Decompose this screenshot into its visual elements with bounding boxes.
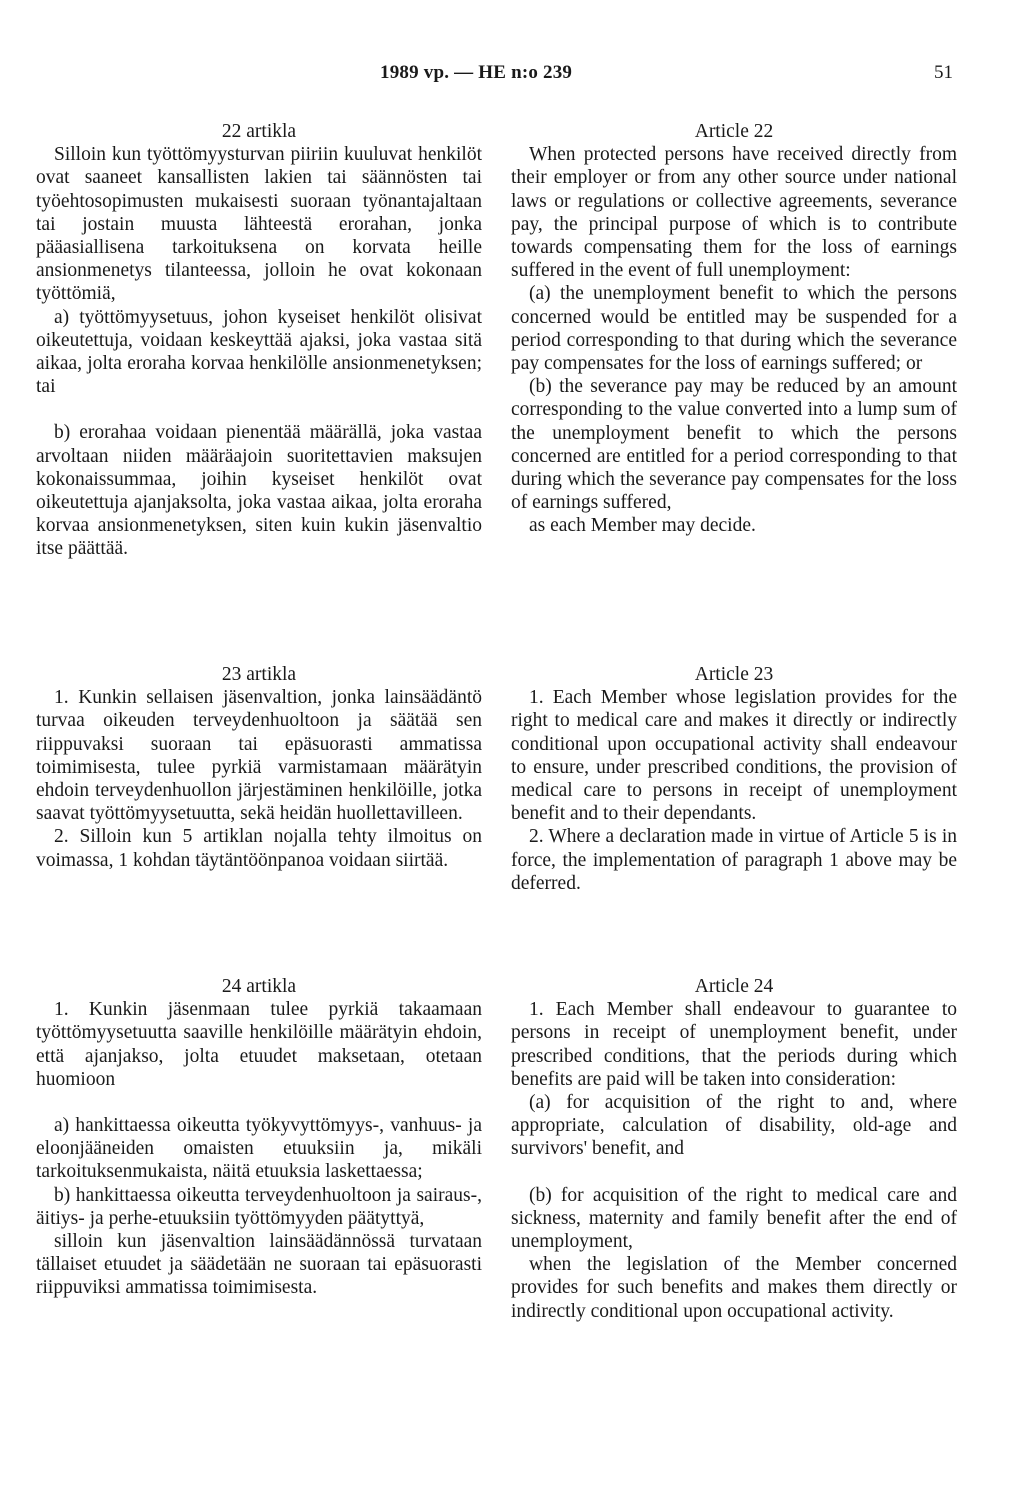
document-title: 1989 vp. — HE n:o 239	[380, 62, 573, 83]
article-23-fi-para-2: 2. Silloin kun 5 artiklan nojalla tehty ilmoitus on voimassa, 1 kohdan täytäntöönpanoa voidaan siirtää.	[36, 826, 482, 871]
article-22-en-intro: When protected persons have received directly from their employer or from any other source under national laws or regulations or collective agreements, severance pay, the principal purpose of which is to contribute towards compensating them for the loss of earnings suffered in the event of full unemployment:	[511, 144, 957, 282]
article-22-fi	[36, 120, 482, 561]
article-24-fi-closing: silloin kun jäsenvaltion lainsäädännössä turvataan tällaiset etuudet ja säädetään ne suoraan tai epäsuorasti riippuviksi ammatissa toimimisesta.	[36, 1231, 482, 1299]
article-22-en-closing: as each Member may decide.	[529, 515, 756, 537]
article-23-en	[511, 663, 957, 895]
article-24-en-para-1: 1. Each Member shall endeavour to guarantee to persons in receipt of unemployment benefit, under prescribed conditions, that the periods during which benefits are paid will be taken into consideration:	[511, 999, 957, 1090]
article-24-fi-item-b: b) hankittaessa oikeutta terveydenhuoltoon ja sairaus-, äitiys- ja perhe-etuuksiin työttömyyden päätyttyä,	[36, 1184, 482, 1229]
article-22-fi-intro: Silloin kun työttömyysturvan piiriin kuuluvat henkilöt ovat saaneet kansallisten lakien tai säännösten tai työehtosopimusten mukaisesti suoraan työnantajaltaan tai jostain muusta lähteestä erorahan, jonka pääasiallisena tarkoituksena on korvata heille ansionmenetys tilanteessa, jolloin he ovat kokonaan työttömiä,	[36, 144, 482, 305]
article-24-en-item-b: (b) for acquisition of the right to medical care and sickness, maternity and family benefit after the end of unemployment,	[511, 1184, 957, 1253]
article-23-en-heading: Article 23	[694, 664, 774, 685]
article-23-en-para-1: 1. Each Member whose legislation provides for the right to medical care and makes it directly or indirectly conditional upon occupational activity shall endeavour to ensure, under prescribed conditions, the provision of medical care to persons in receipt of unemployment benefit and to their dependants.	[511, 687, 957, 825]
article-23-en-para-2: 2. Where a declaration made in virtue of Article 5 is in force, the implementation of paragraph 1 above may be deferred.	[511, 826, 957, 894]
page-number: 51	[934, 62, 953, 83]
article-23-fi-heading: 23 artikla	[221, 664, 297, 685]
article-22-en	[511, 120, 957, 538]
article-22-en-heading: Article 22	[694, 121, 774, 142]
article-22-fi-item-a: a) työttömyysetuus, johon kyseiset henkilöt olisivat oikeutettuja, voidaan keskeyttää ajaksi, joka vastaa sitä aikaa, jolta eroraha korvaa henkilölle ansionmenetyksen; tai	[36, 306, 482, 398]
article-24-en-heading: Article 24	[694, 976, 774, 997]
article-22-fi-item-b: b) erorahaa voidaan pienentää määrällä, joka vastaa arvoltaan niiden määräajoin suoritettavien maksujen kokonaissummaa, joihin kyseiset henkilöt ovat oikeutettuja ajanjaksolta, joka vastaa aikaa, jolta eroraha korvaa ansionmenetyksen, siten kuin kukin jäsenvaltio itse päättää.	[36, 422, 482, 560]
article-23-fi-para-1: 1. Kunkin sellaisen jäsenvaltion, jonka lainsäädäntö turvaa oikeuden terveydenhuoltoon ja säätää sen riippuvaksi suoraan tai epäsuorasti ammatissa toimimisesta, tulee pyrkiä varmistamaan määrätyin ehdoin terveydenhuollon järjestäminen henkilöille, jotka saavat työttömyysetuutta, sekä heidän huollettavilleen.	[36, 687, 482, 825]
article-24-fi-item-a: a) hankittaessa oikeutta työkyvyttömyys-, vanhuus- ja eloonjääneiden omaisten etuuksiin ja, mikäli tarkoituksenmukaista, näitä etuuksia laskettaessa;	[36, 1115, 482, 1183]
page-header	[0, 62, 1024, 90]
article-24-en	[511, 975, 957, 1323]
article-24-fi-heading: 24 artikla	[221, 976, 297, 997]
article-22-fi-heading: 22 artikla	[221, 121, 297, 142]
article-24-en-item-a: (a) for acquisition of the right to and, where appropriate, calculation of disability, old-age and survivors' benefit, and	[511, 1092, 957, 1160]
article-22-en-item-a: (a) the unemployment benefit to which the persons concerned would be entitled may be suspended for a period corresponding to that during which the severance pay compensates for the loss of earnings suffered; or	[511, 283, 957, 375]
article-22-en-item-b: (b) the severance pay may be reduced by an amount corresponding to the value converted into a lump sum of the unemployment benefit to which the persons concerned are entitled for a period corresponding to that during which the severance pay compensates for the loss of earnings suffered,	[511, 376, 957, 514]
article-23-fi	[36, 663, 482, 872]
article-24-en-closing: when the legislation of the Member concerned provides for such benefits and makes them directly or indirectly conditional upon occupational activity.	[511, 1254, 957, 1322]
article-24-fi	[36, 975, 482, 1300]
article-24-fi-para-1: 1. Kunkin jäsenmaan tulee pyrkiä takaamaan työttömyysetuutta saaville henkilöille määrätyin ehdoin, että ajanjakso, jolta etuudet maksetaan, otetaan huomioon	[36, 999, 482, 1090]
